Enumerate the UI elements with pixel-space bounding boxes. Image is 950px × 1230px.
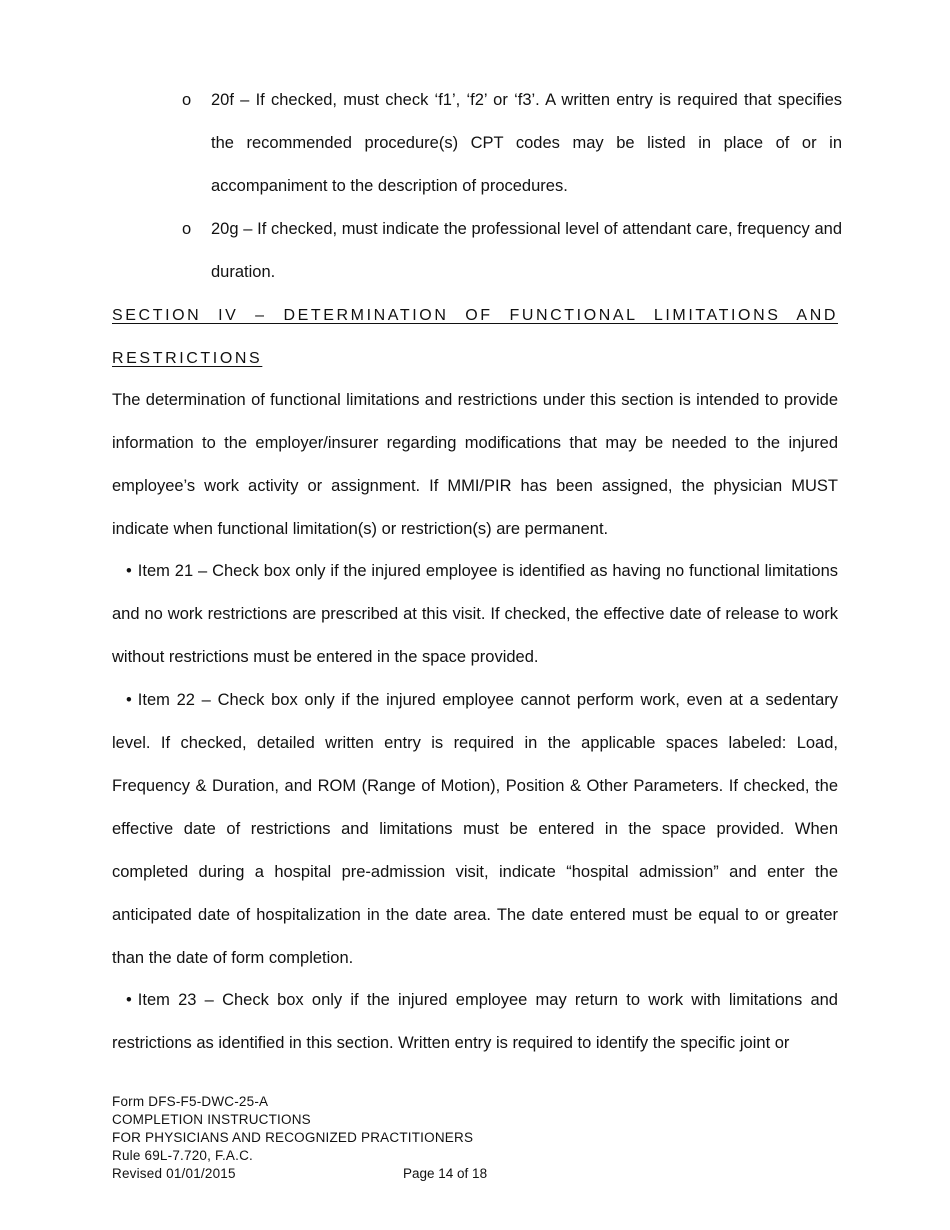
- sub-bullet-marker: o: [182, 91, 192, 109]
- item-text: Item 22 – Check box only if the injured employee cannot perform work, even at a sedentary level. If checked, detailed written entry is required in the applicable spaces labeled: Load, Frequency & Duration, and ROM (Range of Motion), Position & Other Parameters. If checked, the effective date of restrictions and limitations must be entered in the space provided. When completed during a hospital pre-admission visit, indicate “hospital admission” and enter the anticipated date of hospitalization in the date area. The date entered must be equal to or greater than the date of form completion.: [112, 691, 838, 967]
- section-heading-text: SECTION IV – DETERMINATION OF FUNCTIONAL LIMITATIONS AND RESTRICTIONS: [112, 307, 838, 367]
- footer-form-id: Form DFS-F5-DWC-25-A: [112, 1094, 269, 1109]
- bullet-marker: •: [126, 562, 132, 580]
- item-23: [112, 979, 838, 1065]
- item-22: [112, 679, 838, 980]
- bullet-marker: •: [126, 691, 132, 709]
- page-number: Page 14 of 18: [403, 1166, 488, 1181]
- bullet-marker: •: [126, 991, 132, 1009]
- sub-bullet-text: 20g – If checked, must indicate the professional level of attendant care, frequency and duration.: [211, 220, 842, 281]
- footer-title: COMPLETION INSTRUCTIONS: [112, 1112, 311, 1127]
- sub-bullet-20f: [182, 79, 842, 208]
- item-21: [112, 550, 838, 679]
- sub-bullet-20g: [182, 208, 842, 294]
- footer-revised: Revised 01/01/2015: [112, 1166, 236, 1181]
- footer-subtitle: FOR PHYSICIANS AND RECOGNIZED PRACTITIONERS: [112, 1130, 474, 1145]
- footer-rule: Rule 69L-7.720, F.A.C.: [112, 1148, 253, 1163]
- item-text: Item 23 – Check box only if the injured employee may return to work with limitations and restrictions as identified in this section. Written entry is required to identify the specific joint or: [112, 991, 838, 1052]
- sub-bullet-marker: o: [182, 220, 192, 238]
- section-intro: The determination of functional limitations and restrictions under this section is intended to provide information to the employer/insurer regarding modifications that may be needed to the injured employee’s work activity or assignment. If MMI/PIR has been assigned, the physician MUST indicate when functional limitation(s) or restriction(s) are permanent.: [112, 391, 838, 538]
- section-heading: [112, 294, 838, 380]
- sub-bullet-text: 20f – If checked, must check ‘f1’, ‘f2’ or ‘f3’. A written entry is required that specifies the recommended procedure(s) CPT codes may be listed in place of or in accompaniment to the description of procedures.: [211, 91, 842, 195]
- item-text: Item 21 – Check box only if the injured employee is identified as having no functional limitations and no work restrictions are prescribed at this visit. If checked, the effective date of release to work without restrictions must be entered in the space provided.: [112, 562, 838, 666]
